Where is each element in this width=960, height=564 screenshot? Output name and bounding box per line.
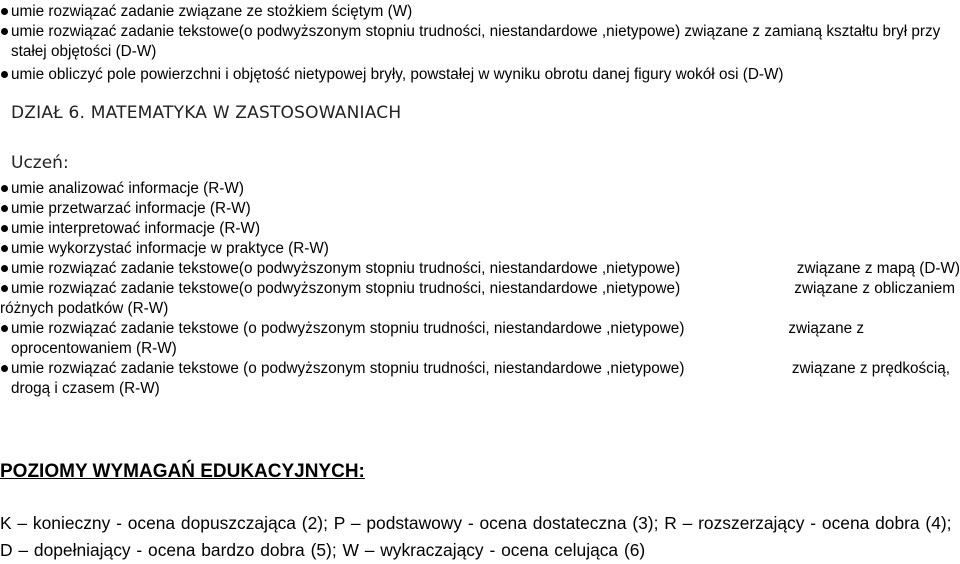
list-item — [0, 65, 960, 85]
levels-legend: K – konieczny - ocena dopuszczająca (2); P – podstawowy - ocena dostateczna (3); R – rozszerzający - ocena dobra (4); D – dopełniający - ocena bardzo dobra (5); W – wykraczający - ocena celująca (6) — [0, 513, 952, 560]
list-item-text-end: związane z prędkością, — [791, 360, 950, 377]
list-item-text: umie rozwiązać zadanie tekstowe(o podwyższonym stopniu trudności, niestandardowe ,nietypowe) — [11, 280, 681, 297]
list-item — [0, 319, 960, 359]
list-item-continuation: różnych podatków (R-W) — [0, 300, 169, 317]
list-item-text: umie wykorzystać informacje w praktyce (R-W) — [11, 240, 329, 257]
list-item — [0, 239, 960, 259]
list-item-text: umie interpretować informacje (R-W) — [11, 220, 261, 237]
list-item-line — [11, 279, 960, 299]
list-item-text-end: związane z obliczaniem — [794, 280, 955, 297]
list-item-text: umie przetwarzać informacje (R-W) — [11, 200, 251, 217]
list-item-text: umie rozwiązać zadanie tekstowe (o podwyższonym stopniu trudności, niestandardowe ,nietypowe) — [11, 360, 685, 377]
list-item — [0, 199, 960, 219]
previous-section-list — [0, 2, 960, 85]
list-item — [0, 179, 960, 199]
list-item-text-end: związane z — [788, 320, 864, 337]
levels-heading: POZIOMY WYMAGAŃ EDUKACYJNYCH: — [0, 461, 365, 482]
list-item-text: umie rozwiązać zadanie tekstowe(o podwyższonym stopniu trudności, niestandardowe ,nietypowe) — [11, 260, 681, 277]
list-item-continuation: drogą i czasem (R-W) — [11, 380, 160, 397]
list-item — [0, 259, 960, 279]
list-item-continuation: oprocentowaniem (R-W) — [11, 340, 177, 357]
requirements-list — [0, 179, 960, 399]
section-heading: DZIAŁ 6. MATEMATYKA W ZASTOSOWANIACH — [11, 103, 402, 123]
list-item-text: umie rozwiązać zadanie tekstowe (o podwyższonym stopniu trudności, niestandardowe ,nietypowe) — [11, 320, 685, 337]
list-item — [0, 2, 960, 22]
list-item — [0, 279, 960, 319]
list-item-text: umie obliczyć pole powierzchni i objętość nietypowej bryły, powstałej w wyniku obrotu danej figury wokół osi (D-W) — [11, 66, 784, 83]
list-item-text-end: związane z mapą (D-W) — [796, 260, 960, 277]
list-item — [0, 359, 960, 399]
list-item-text: umie rozwiązać zadanie tekstowe(o podwyższonym stopniu trudności, niestandardowe ,nietypowe) związane z zamianą kształtu brył przy stałej objętości (D-W) — [11, 23, 941, 60]
list-item-line — [11, 359, 960, 379]
list-item-line — [11, 319, 960, 339]
student-label: Uczeń: — [11, 153, 69, 173]
list-item — [0, 22, 960, 62]
list-item — [0, 219, 960, 239]
list-item-text: umie rozwiązać zadanie związane ze stożkiem ściętym (W) — [11, 3, 413, 20]
list-item-text: umie analizować informacje (R-W) — [11, 180, 244, 197]
list-item-line — [11, 259, 960, 279]
